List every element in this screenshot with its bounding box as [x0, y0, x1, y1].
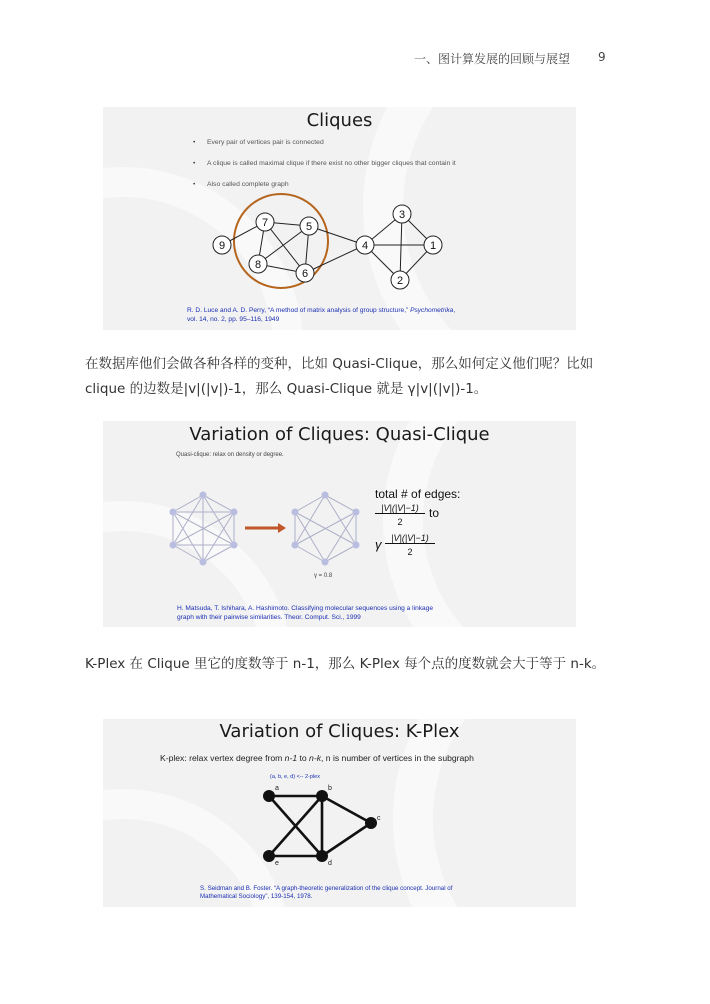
k-plex-nodes: [263, 790, 377, 862]
subtitle-n1: n-1: [284, 753, 298, 763]
slide-title: Variation of Cliques: K-Plex: [219, 721, 460, 742]
graph-node-c: [365, 817, 377, 829]
node-label-8: 8: [254, 259, 262, 271]
node-label-b: b: [328, 785, 332, 792]
node-label-3: 3: [398, 209, 406, 221]
citation-suffix: ,: [453, 307, 456, 314]
node-label-7: 7: [261, 217, 269, 229]
edges-formula: [375, 487, 460, 561]
arrow-right-icon: [245, 523, 286, 533]
node-label-6: 6: [301, 268, 309, 280]
citation: [187, 307, 455, 325]
k-plex-edges: [269, 796, 371, 856]
subtitle-nk: n-k: [309, 753, 321, 763]
plex-note: (a, b, e, d) <-- 2-plex: [270, 774, 320, 780]
subtitle-prefix: K-plex: relax vertex degree from: [160, 753, 285, 763]
citation-line2: vol. 14, no. 2, pp. 95–116, 1949: [187, 315, 280, 323]
k-plex-graph: [103, 719, 576, 907]
graph-node-d: [316, 850, 328, 862]
citation-text: R. D. Luce and A. D. Perry, “A method of matrix analysis of group structure,”: [187, 307, 411, 314]
slide-k-plex: [103, 719, 576, 907]
fraction-denominator-2: 2: [407, 547, 413, 557]
node-label-a: a: [275, 785, 279, 792]
citation: [177, 605, 433, 623]
citation-line2: graph with their pairwise similarities. Theor. Comput. Sci., 1999: [177, 613, 361, 621]
citation: [200, 885, 452, 902]
node-label-5: 5: [305, 221, 313, 233]
subtitle-to: to: [297, 753, 310, 763]
node-label-9: 9: [218, 240, 226, 252]
running-header: 一、图计算发展的回顾与展望: [413, 52, 570, 66]
slide-quasi-clique: [103, 421, 576, 627]
bullet-3: • Also called complete graph: [207, 181, 289, 188]
citation-journal: Psychometrika: [410, 307, 454, 314]
bullet-2: • A clique is called maximal clique if there exist no other bigger cliques that contain it: [207, 160, 456, 167]
gamma-value: γ = 0.8: [314, 573, 333, 579]
complete-graph-edges: [173, 495, 234, 562]
slide-cliques: [103, 107, 576, 330]
node-label-2: 2: [396, 275, 404, 287]
slide-title: Variation of Cliques: Quasi-Clique: [189, 424, 490, 445]
node-label-1: 1: [429, 240, 437, 252]
fraction-numerator-2: |V|(|V|−1): [385, 533, 435, 544]
bullet-1: • Every pair of vertices pair is connected: [207, 139, 324, 146]
to-word: to: [429, 506, 440, 520]
slide-subtitle: Quasi-clique: relax on density or degree.: [176, 452, 284, 458]
paragraph-k-plex: K-Plex 在 Clique 里它的度数等于 n-1，那么 K-Plex 每个点的度数就会大于等于 n-k。: [85, 656, 606, 672]
node-label-4: 4: [361, 240, 369, 252]
gamma-symbol: γ: [375, 537, 382, 552]
node-label-d: d: [328, 860, 332, 867]
subtitle-suffix: , n is number of vertices in the subgraph: [321, 753, 474, 763]
edges-label: total # of edges:: [375, 487, 461, 501]
clique-graph: [103, 107, 576, 330]
quasi-graph-edges: [295, 495, 356, 562]
citation-line1: H. Matsuda, T. Ishihara, A. Hashimoto. Classifying molecular sequences using a linkage: [177, 605, 434, 612]
quasi-clique-diagram: [103, 421, 576, 627]
graph-node-a: [263, 790, 275, 802]
page-number: 9: [598, 50, 606, 64]
paragraph-quasi-clique: 在数据库他们会做各种各样的变种，比如 Quasi-Clique，那么如何定义他们呢？比如 clique 的边数是|v|(|v|)-1，那么 Quasi-Clique 就是 γ|v|(|v|)-1。: [85, 356, 594, 397]
node-label-e: e: [275, 860, 279, 867]
slide-title: Cliques: [306, 110, 373, 131]
graph-node-e: [263, 850, 275, 862]
fraction-numerator: |V|(|V|−1): [375, 503, 425, 514]
graph-node-b: [316, 790, 328, 802]
fraction-denominator: 2: [397, 517, 403, 527]
node-label-c: c: [377, 815, 381, 822]
citation-line2: Mathematical Sociology”, 139-154, 1978.: [200, 893, 313, 901]
citation-line1: S. Seidman and B. Foster. “A graph-theoretic generalization of the clique concept. Journal of: [200, 885, 453, 892]
